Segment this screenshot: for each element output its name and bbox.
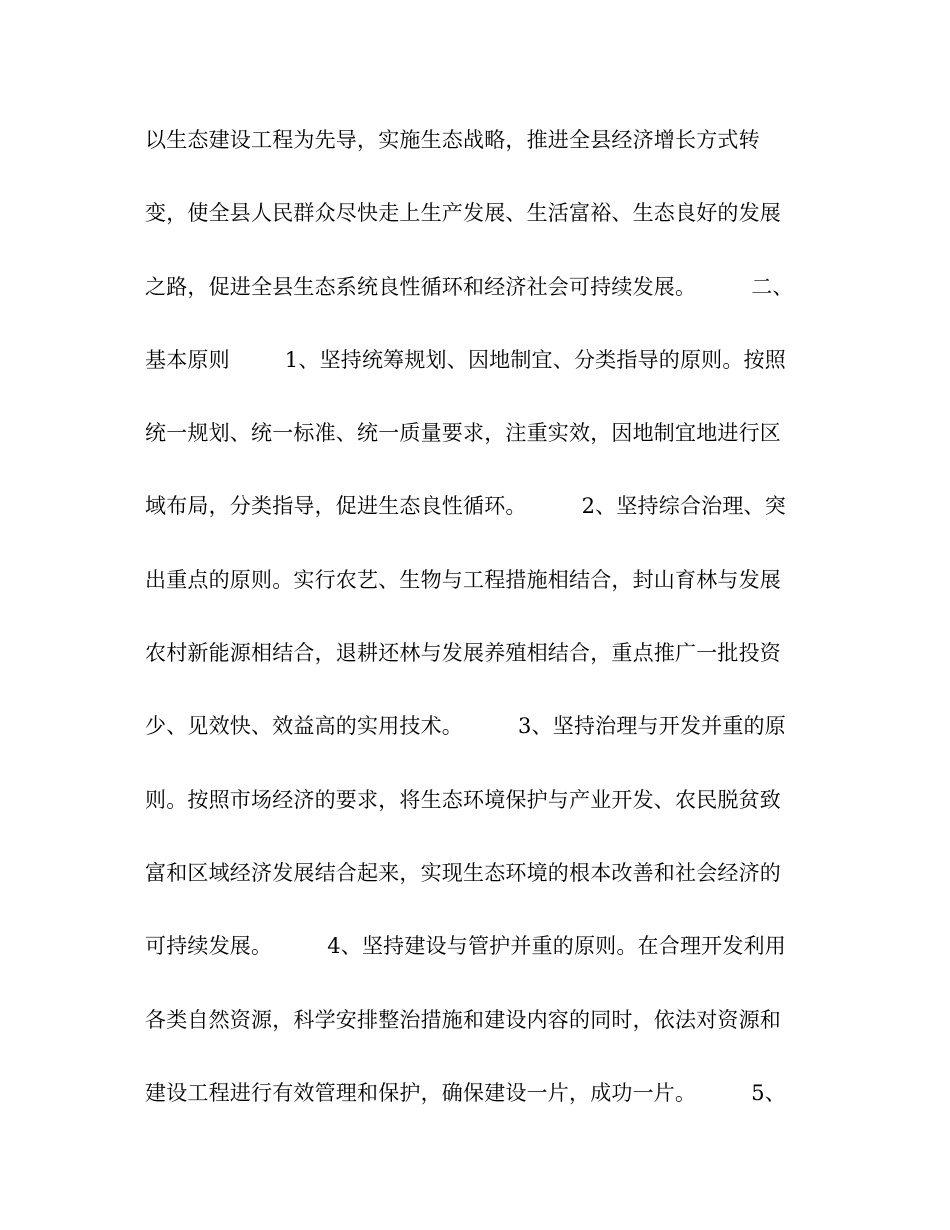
- text-line: 农村新能源相结合，退耕还林与发展养殖相结合，重点推广一批投资: [145, 641, 781, 666]
- text-line: 少、见效快、效益高的实用技术。 3、坚持治理与开发并重的原: [145, 714, 786, 739]
- text-line: 则。按照市场经济的要求，将生态环境保护与产业开发、农民脱贫致: [145, 787, 781, 812]
- text-line: 统一规划、统一标准、统一质量要求，注重实效，因地制宜地进行区: [145, 421, 781, 446]
- text-line: 出重点的原则。实行农艺、生物与工程措施相结合，封山育林与发展: [145, 567, 781, 592]
- text-line: 变，使全县人民群众尽快走上生产发展、生活富裕、生态良好的发展: [145, 201, 781, 226]
- text-line: 富和区域经济发展结合起来，实现生态环境的根本改善和社会经济的: [145, 860, 781, 885]
- document-body: [145, 124, 805, 1150]
- text-line: 基本原则 1、坚持统筹规划、因地制宜、分类指导的原则。按照: [145, 347, 786, 372]
- text-line: 以生态建设工程为先导，实施生态战略，推进全县经济增长方式转: [145, 128, 760, 152]
- text-line: 建设工程进行有效管理和保护，确保建设一片，成功一片。 5、: [145, 1080, 786, 1105]
- text-line: 可持续发展。 4、坚持建设与管护并重的原则。在合理开发利用: [145, 934, 786, 959]
- text-line: 之路，促进全县生态系统良性循环和经济社会可持续发展。 二、: [145, 274, 794, 299]
- text-line: 各类自然资源，科学安排整治措施和建设内容的同时，依法对资源和: [145, 1007, 781, 1032]
- text-line: 域布局，分类指导，促进生态良性循环。 2、坚持综合治理、突: [145, 494, 786, 519]
